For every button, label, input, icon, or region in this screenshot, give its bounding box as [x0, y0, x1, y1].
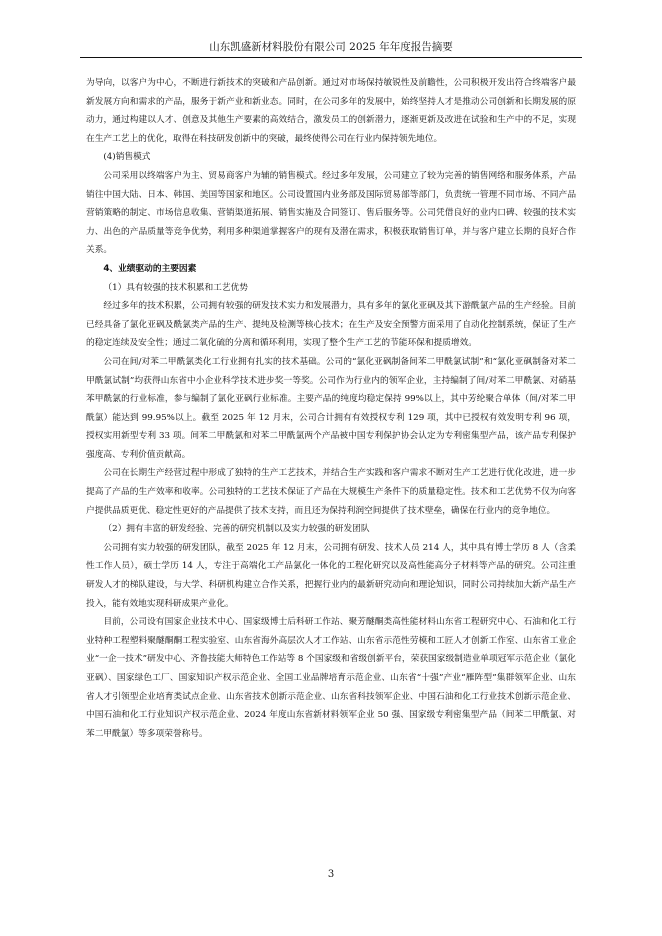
paragraph-honors: 目前，公司设有国家企业技术中心、国家级博士后科研工作站、聚芳醚酮类高性能材料山东省工程研究中心、石油和化工行业特种工程塑料聚醚酮酮工程实验室、山东省海外高层次人才工作站、山东省示范性劳模和工匠人才创新工作室、山东省工业企业“一企一技术”研发中心、齐鲁技能大师特色工作站等 8 个国家级和省级创新平台，荣获国家级制造业单项冠军示范企业（氯化亚砜）、国家绿色工厂、国家知识产权示范企业、全国工业品牌培育示范企业、山东省“十强”产业“雁阵型”集群领军企业、山东省人才引领型企业培育类试点企业、山东省技术创新示范企业、山东省科技领军企业、中国石油和化工行业技术创新示范企业、中国石油和化工行业知识产权示范企业、2024 年度山东省新材料领军企业 50 强、国家级专利密集型产品（间苯二甲酰氯、对苯二甲酰氯）等多项荣誉称号。 — [86, 617, 576, 739]
paragraph-innovation: 为导向，以客户为中心，不断进行新技术的突破和产品创新。通过对市场保持敏锐性及前瞻性，公司积极开发出符合终端客户最新发展方向和需求的产品，服务于新产业和新业态。同时，在公司多年的发展中，始终坚持人才是推动公司创新和长期发展的原动力，通过构建以人才、创意及其他生产要素的高效结合，激发员工的创新潜力，逐渐更新及改进在试验和生产中的不足，实现在生产工艺上的优化，取得在科技研发创新中的突破，最终使得公司在行业内保持领先地位。 — [86, 78, 576, 144]
subheading-tech-advantage: （1）具有较强的技术积累和工艺优势 — [103, 282, 248, 293]
paragraph-patents: 公司在间/对苯二甲酰氯类化工行业拥有扎实的技术基础。公司的“氯化亚砜制备间苯二甲酰氯试制”和“氯化亚砜制备对苯二甲酰氯试制”均获得山东省中小企业科学技术进步奖一等奖。公司作为行业内的领军企业，主持编制了间/对苯二甲酰氯、对硝基苯甲酰氯的行业标准，参与编制了氯化亚砜行业标准。主要产品的纯度均稳定保持 99%以上，其中芳纶聚合单体（间/对苯二甲酰氯）能达到 99.95%以上。截至 2025 年 12 月末，公司合计拥有有效授权专利 129 项，其中已授权有效发明专利 96 项，授权实用新型专利 33 项。间苯二甲酰氯和对苯二甲酰氯两个产品被中国专利保护协会认定为专利密集型产品，该产品专利保护强度高、专利价值贡献高。 — [86, 356, 576, 460]
paragraph-rd-team: 公司拥有实力较强的研发团队，截至 2025 年 12 月末，公司拥有研发、技术人员 214 人，其中具有博士学历 8 人（含柔性工作人员），硕士学历 14 人，专注于高端化工产品氯化一体化的工程化研究以及高性能高分子材料等产品的研究。公司注重研发人才的梯队建设，与大学、科研机构建立合作关系，把握行业内的最新研究动向和理论知识，同时公司持续加大新产品生产投入，能有效地实现科研成果产业化。 — [86, 542, 576, 609]
paragraph-process-advantage: 公司在长期生产经营过程中形成了独特的生产工艺技术，并结合生产实践和客户需求不断对生产工艺进行优化改进，进一步提高了产品的生产效率和收率。公司独特的工艺技术保证了产品在大规模生产条件下的质量稳定性。技术和工艺优势不仅为向客户提供品质更优、稳定性更好的产品提供了技术支持，而且还为保持利润空间提供了技术壁垒，确保在行业内的竞争地位。 — [86, 468, 576, 516]
section-heading-drivers: 4、业绩驱动的主要因素 — [103, 263, 197, 274]
page-number: 3 — [327, 869, 335, 880]
report-body — [86, 74, 576, 743]
subheading-sales-model: (4)销售模式 — [103, 152, 151, 163]
subheading-rd-team: （2）拥有丰富的研发经验、完善的研究机制以及实力较强的研发团队 — [103, 524, 370, 535]
paragraph-sales-model: 公司采用以终端客户为主、贸易商客户为辅的销售模式。经过多年发展，公司建立了较为完善的销售网络和服务体系，产品销往中国大陆、日本、韩国、美国等国家和地区。公司设置国内业务部及国际贸易部等部门，负责统一管理不同市场、不同产品营销策略的制定、市场信息收集、营销渠道拓展、销售实施及合同签订、售后服务等。公司凭借良好的业内口碑、较强的技术实力、出色的产品质量等竞争优势，利用多种渠道掌握客户的现有及潜在需求，积极获取销售订单，并与客户建立长期的良好合作关系。 — [86, 170, 576, 256]
page-header: 山东凯盛新材料股份有限公司 2025 年年度报告摘要 — [80, 40, 582, 58]
paragraph-tech-accumulation: 经过多年的技术积累，公司拥有较强的研发技术实力和发展潜力，具有多年的氯化亚砜及其下游酰氯产品的生产经验。目前已经具备了氯化亚砜及酰氯类产品的生产、提纯及检测等核心技术；在生产及安全预警方面采用了自动化控制系统，保证了生产的稳定连续及安全性；通过二氧化硫的分离和循环利用，实现了整个生产工艺的节能环保和提质增效。 — [86, 301, 576, 349]
